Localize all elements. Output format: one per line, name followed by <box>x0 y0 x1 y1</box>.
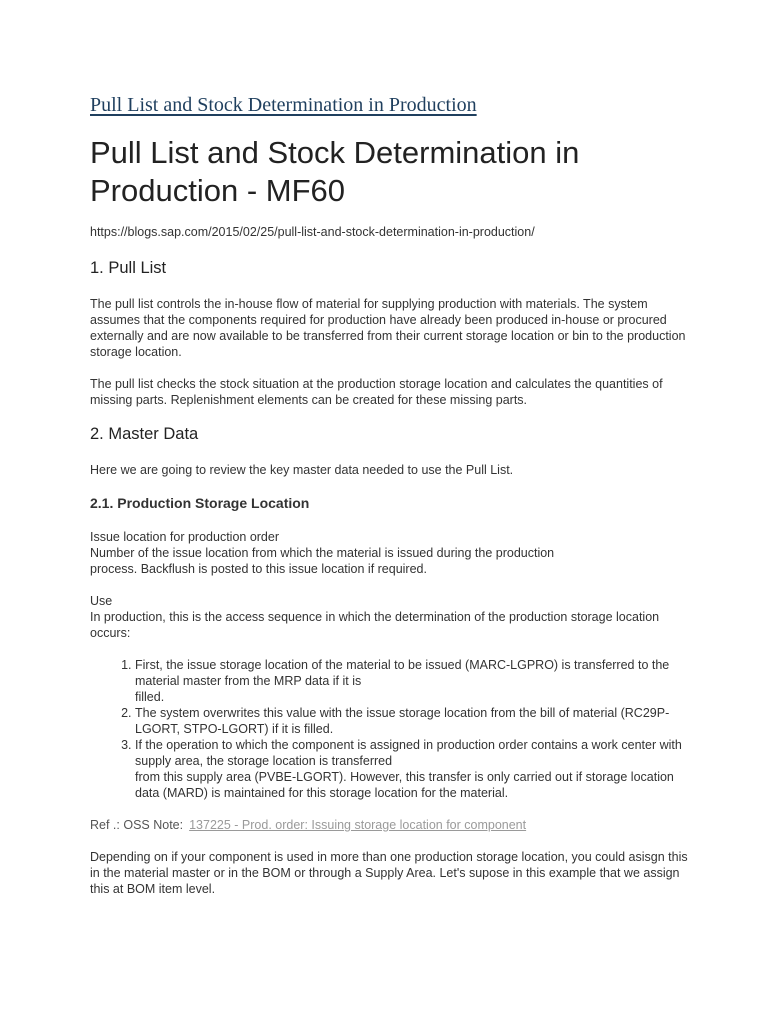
use-block <box>90 593 690 641</box>
section-heading-master-data: 2. Master Data <box>90 425 199 443</box>
ref-label: Ref .: OSS Note: <box>90 818 184 832</box>
step-1-continued: filled. <box>135 690 165 704</box>
pull-list-paragraph-1: The pull list controls the in-house flow of material for supplying production with materials. The system assumes that the components required for production have already been produced in-house or procured externally and are now available to be transferred from their current storage location or bin to the production storage location. <box>90 297 686 359</box>
field-desc-line-1: Number of the issue location from which the material is issued during the production <box>90 546 555 560</box>
step-2-text: The system overwrites this value with the issue storage location from the bill of material (RC29P-LGORT, STPO-LGORT) if it is filled. <box>135 706 670 736</box>
subsection-heading-storage-location: 2.1. Production Storage Location <box>90 495 310 511</box>
access-sequence-list <box>90 657 690 801</box>
section-heading-pull-list: 1. Pull List <box>90 259 167 277</box>
step-1-text: First, the issue storage location of the material to be issued (MARC-LGPRO) is transferred to the material master from the MRP data if it is <box>135 658 670 688</box>
master-data-intro: Here we are going to review the key master data needed to use the Pull List. <box>90 463 514 477</box>
field-label: Issue location for production order <box>90 530 279 544</box>
page-title: Pull List and Stock Determination in Production - MF60 <box>90 135 580 208</box>
list-item <box>135 737 690 801</box>
use-text: In production, this is the access sequence in which the determination of the production storage location occurs: <box>90 610 660 640</box>
document-title-link[interactable]: Pull List and Stock Determination in Production <box>90 94 477 116</box>
field-description <box>90 529 690 577</box>
article-body <box>90 224 690 913</box>
pull-list-paragraph-2: The pull list checks the stock situation at the production storage location and calculates the quantities of missing parts. Replenishment elements can be created for these missing parts. <box>90 377 663 407</box>
step-3-continued: from this supply area (PVBE-LGORT). However, this transfer is only carried out if storage location data (MARD) is maintained for this storage location for the material. <box>135 770 674 800</box>
closing-paragraph: Depending on if your component is used in more than one production storage location, you could asisgn this in the material master or in the BOM or through a Supply Area. Let's supose in this example that we assign this at BOM item level. <box>90 850 688 896</box>
step-3-text: If the operation to which the component is assigned in production order contains a work center with supply area, the storage location is transferred <box>135 738 682 768</box>
source-url: https://blogs.sap.com/2015/02/25/pull-list-and-stock-determination-in-production/ <box>90 225 535 239</box>
oss-note-reference <box>90 817 690 833</box>
oss-note-link[interactable]: 137225 - Prod. order: Issuing storage location for component <box>189 818 527 832</box>
list-item <box>135 657 690 705</box>
field-desc-line-2: process. Backflush is posted to this issue location if required. <box>90 562 427 576</box>
list-item <box>135 705 690 737</box>
use-label: Use <box>90 594 113 608</box>
